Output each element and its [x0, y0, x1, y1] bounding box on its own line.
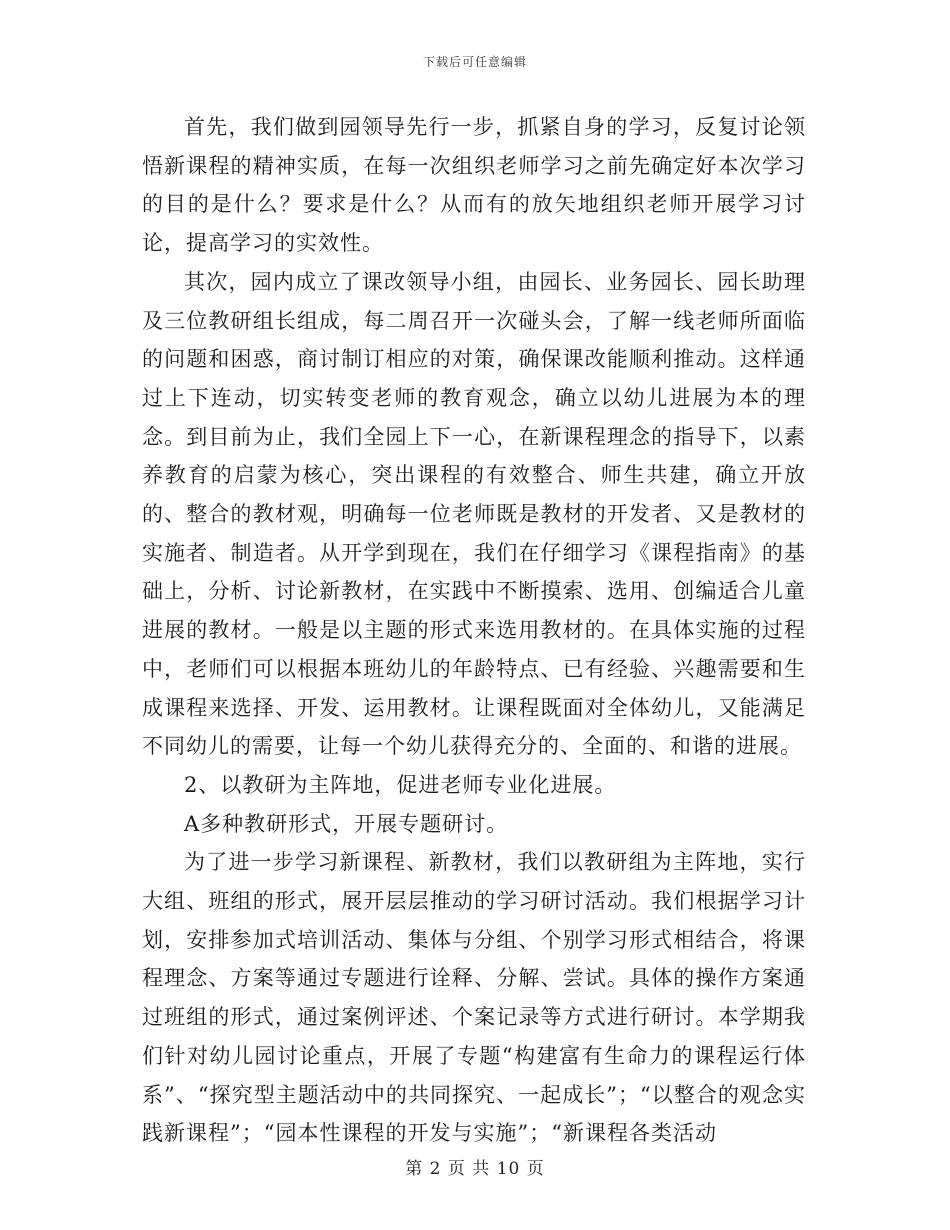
- paragraph-2: 其次，园内成立了课改领导小组，由园长、业务园长、园长助理及三位教研组长组成，每二周召开一次碰头会，了解一线老师所面临的问题和困惑，商讨制订相应的对策，确保课改能顺利推动。这样通过上下连动，切实转变老师的教育观念，确立以幼儿进展为本的理念。到目前为止，我们全园上下一心，在新课程理念的指导下，以素养教育的启蒙为核心，突出课程的有效整合、师生共建，确立开放的、整合的教材观，明确每一位老师既是教材的开发者、又是教材的实施者、制造者。从开学到现在，我们在仔细学习《课程指南》的基础上，分析、讨论新教材，在实践中不断摸索、选用、创编适合儿童进展的教材。一般是以主题的形式来选用教材的。在具体实施的过程中，老师们可以根据本班幼儿的年龄特点、已有经验、兴趣需要和生成课程来选择、开发、运用教材。让课程既面对全体幼儿，又能满足不同幼儿的需要，让每一个幼儿获得充分的、全面的、和谐的进展。: [142, 269, 806, 759]
- paragraph-3: 2、以教研为主阵地，促进老师专业化进展。: [184, 772, 617, 797]
- paragraph-4: A多种教研形式，开展专题研讨。: [184, 811, 509, 836]
- document-body: [142, 108, 806, 1153]
- page-header-note: 下载后可任意编辑: [422, 55, 527, 69]
- paragraph-5: 为了进一步学习新课程、新教材，我们以教研组为主阵地，实行大组、班组的形式，展开层层推动的学习研讨活动。我们根据学习计划，安排参加式培训活动、集体与分组、个别学习形式相结合，将课程理念、方案等通过专题进行诠释、分解、尝试。具体的操作方案通过班组的形式，通过案例评述、个案记录等方式进行研讨。本学期我们针对幼儿园讨论重点，开展了专题“构建富有生命力的课程运行体系”、“探究型主题活动中的共同探究、一起成长”；“以整合的观念实践新课程”；“园本性课程的开发与实施”；“新课程各类活动: [142, 850, 806, 1146]
- paragraph-1: 首先，我们做到园领导先行一步，抓紧自身的学习，反复讨论领悟新课程的精神实质，在每一次组织老师学习之前先确定好本次学习的目的是什么？要求是什么？从而有的放矢地组织老师开展学习讨论，提高学习的实效性。: [142, 115, 806, 256]
- page-number: 第 2 页 共 10 页: [405, 1159, 545, 1179]
